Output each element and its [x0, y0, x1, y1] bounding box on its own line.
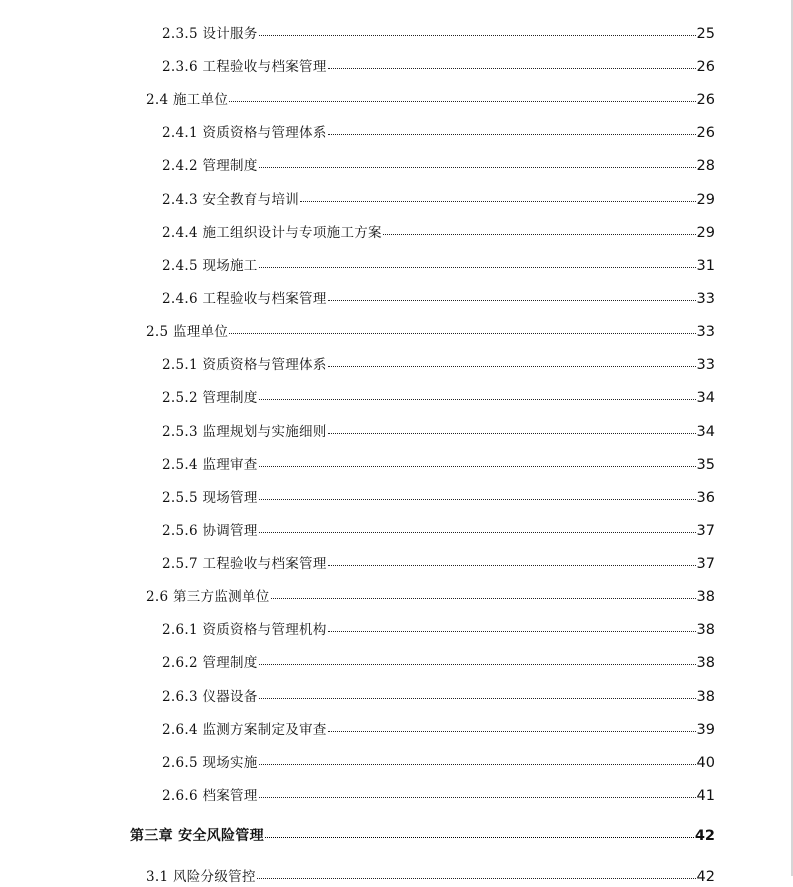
- toc-entry-title: 2.5.2 管理制度: [162, 390, 258, 406]
- toc-entry-page: 39: [696, 722, 715, 738]
- toc-entry[interactable]: [162, 255, 715, 275]
- toc-entry-page: 34: [696, 424, 715, 440]
- dot-leader: [328, 419, 696, 434]
- toc-entry-title: 2.6.3 仪器设备: [162, 689, 258, 705]
- dot-leader: [259, 452, 696, 467]
- toc-entry-page: 26: [696, 92, 715, 108]
- dot-leader: [300, 187, 696, 202]
- toc-entry-page: 38: [696, 689, 715, 705]
- toc-entry-title: 2.6.5 现场实施: [162, 755, 258, 771]
- toc-entry[interactable]: [162, 785, 715, 805]
- toc-chapter-entry[interactable]: [130, 825, 715, 845]
- toc-entry-title: 2.3.5 设计服务: [162, 26, 258, 42]
- toc-entry[interactable]: [162, 752, 715, 772]
- toc-entry-title: 2.4.3 安全教育与培训: [162, 192, 300, 208]
- toc-entry-title: 2.5.6 协调管理: [162, 523, 258, 539]
- dot-leader: [265, 823, 694, 838]
- dot-leader: [328, 120, 696, 135]
- toc-entry-title: 2.5.1 资质资格与管理体系: [162, 357, 327, 373]
- toc-entry-page: 36: [696, 490, 715, 506]
- toc-entry-page: 38: [696, 622, 715, 638]
- toc-entry-page: 42: [696, 869, 715, 885]
- toc-entry-title: 2.4.1 资质资格与管理体系: [162, 125, 327, 141]
- toc-entry[interactable]: [162, 421, 715, 441]
- toc-entry-title: 2.5.4 监理审查: [162, 457, 258, 473]
- dot-leader: [328, 717, 696, 732]
- toc-entry-page: 26: [696, 125, 715, 141]
- toc-entry-page: 35: [696, 457, 715, 473]
- toc-entry[interactable]: [162, 387, 715, 407]
- toc-entry-page: 38: [696, 589, 715, 605]
- toc-entry-page: 33: [696, 357, 715, 373]
- toc-entry[interactable]: [162, 454, 715, 474]
- toc-entry-title: 第三章 安全风险管理: [130, 828, 264, 844]
- dot-leader: [328, 352, 696, 367]
- toc-entry[interactable]: [162, 652, 715, 672]
- toc-entry-title: 2.6.1 资质资格与管理机构: [162, 622, 327, 638]
- toc-entry-title: 2.6.2 管理制度: [162, 655, 258, 671]
- toc-entry-page: 29: [696, 192, 715, 208]
- toc-entry[interactable]: [162, 56, 715, 76]
- toc-entry-page: 40: [696, 755, 715, 771]
- dot-leader: [383, 220, 696, 235]
- toc-entry[interactable]: [162, 619, 715, 639]
- toc-entry[interactable]: [146, 866, 715, 886]
- toc-entry[interactable]: [162, 189, 715, 209]
- toc-entry[interactable]: [146, 321, 715, 341]
- toc-entry-page: 29: [696, 225, 715, 241]
- toc-entry-title: 2.4.4 施工组织设计与专项施工方案: [162, 225, 382, 241]
- toc-entry-title: 2.6.4 监测方案制定及审查: [162, 722, 327, 738]
- toc-entry-page: 31: [696, 258, 715, 274]
- toc-entry-page: 41: [696, 788, 715, 804]
- dot-leader: [328, 54, 696, 69]
- toc-entry-page: 33: [696, 291, 715, 307]
- toc-entry-title: 2.4.2 管理制度: [162, 158, 258, 174]
- dot-leader: [259, 684, 696, 699]
- toc-entry-page: 37: [696, 523, 715, 539]
- dot-leader: [229, 87, 695, 102]
- dot-leader: [328, 286, 696, 301]
- toc-entry[interactable]: [162, 719, 715, 739]
- toc-entry[interactable]: [162, 155, 715, 175]
- toc-entry-title: 2.5.3 监理规划与实施细则: [162, 424, 327, 440]
- toc-entry[interactable]: [162, 686, 715, 706]
- toc-entry-title: 2.3.6 工程验收与档案管理: [162, 59, 327, 75]
- dot-leader: [271, 584, 696, 599]
- toc-entry[interactable]: [162, 487, 715, 507]
- toc-entry[interactable]: [146, 89, 715, 109]
- toc-entry-page: 42: [694, 828, 715, 844]
- dot-leader: [259, 153, 696, 168]
- dot-leader: [259, 750, 696, 765]
- dot-leader: [328, 617, 696, 632]
- dot-leader: [259, 783, 696, 798]
- dot-leader: [259, 21, 696, 36]
- toc-entry[interactable]: [146, 586, 715, 606]
- toc-entry-title: 2.5.5 现场管理: [162, 490, 258, 506]
- toc-entry-page: 38: [696, 655, 715, 671]
- toc-entry-page: 37: [696, 556, 715, 572]
- dot-leader: [259, 518, 696, 533]
- dot-leader: [328, 551, 696, 566]
- dot-leader: [229, 319, 695, 334]
- toc-entry-page: 33: [696, 324, 715, 340]
- dot-leader: [259, 650, 696, 665]
- toc-entry[interactable]: [162, 553, 715, 573]
- dot-leader: [259, 485, 696, 500]
- dot-leader: [259, 253, 696, 268]
- toc-entry-page: 25: [696, 26, 715, 42]
- dot-leader: [259, 385, 696, 400]
- toc-entry-title: 2.4.5 现场施工: [162, 258, 258, 274]
- toc-entry-title: 2.4.6 工程验收与档案管理: [162, 291, 327, 307]
- toc-entry[interactable]: [162, 222, 715, 242]
- dot-leader: [257, 864, 696, 879]
- toc-entry-title: 2.6 第三方监测单位: [146, 589, 270, 605]
- toc-entry[interactable]: [162, 354, 715, 374]
- toc-entry-title: 2.6.6 档案管理: [162, 788, 258, 804]
- toc-entry[interactable]: [162, 122, 715, 142]
- toc-entry-page: 34: [696, 390, 715, 406]
- toc-entry-title: 2.5.7 工程验收与档案管理: [162, 556, 327, 572]
- toc-entry-page: 28: [696, 158, 715, 174]
- toc-entry-page: 26: [696, 59, 715, 75]
- toc-entry-title: 3.1 风险分级管控: [146, 869, 256, 885]
- toc-entry-title: 2.4 施工单位: [146, 92, 229, 108]
- toc-entry[interactable]: [162, 288, 715, 308]
- toc-entry[interactable]: [162, 23, 715, 43]
- toc-entry[interactable]: [162, 520, 715, 540]
- toc-entry-title: 2.5 监理单位: [146, 324, 229, 340]
